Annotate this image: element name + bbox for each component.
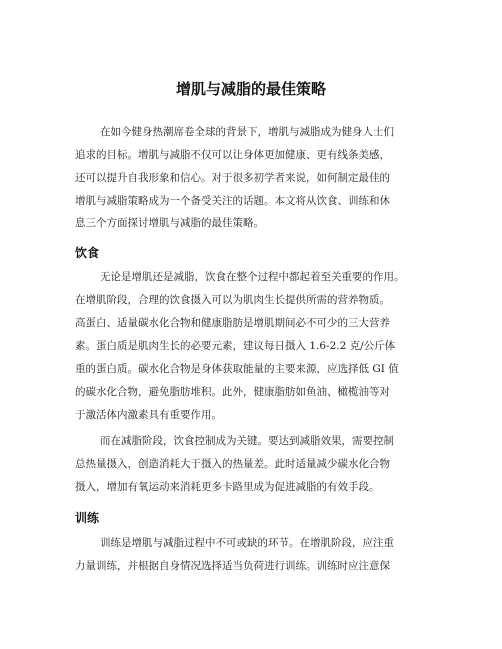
diet-p1-line-5: 重的蛋白质。碳水化合物是身体获取能量的主要来源，应选择低 GI 值 — [75, 363, 399, 375]
training-p1-line-2: 力量训练，并根据自身情况选择适当负荷进行训练。训练时应注意保 — [75, 560, 390, 572]
diet-p1-line-2: 在增肌阶段，合理的饮食摄入可以为肌肉生长提供所需的营养物质。 — [75, 294, 390, 306]
intro-line-2: 追求的目标。增肌与减脂不仅可以让身体更加健康、更有线条美感， — [75, 149, 390, 161]
diet-p1-line-3: 高蛋白、适量碳水化合物和健康脂肪是增肌期间必不可少的三大营养 — [75, 317, 390, 329]
intro-line-3: 还可以提升自我形象和信心。对于很多初学者来说，如何制定最佳的 — [75, 172, 390, 184]
diet-p2-line-3: 摄入，增加有氧运动来消耗更多卡路里成为促进减脂的有效手段。 — [75, 481, 380, 493]
intro-line-4: 增肌与减脂策略成为一个备受关注的话题。本文将从饮食、训练和休 — [75, 195, 390, 207]
diet-p2-line-2: 总热量摄入，创造消耗大于摄入的热量差。此时适量减少碳水化合物 — [75, 458, 390, 470]
diet-p2-line-1: 而在减脂阶段，饮食控制成为关键。要达到减脂效果，需要控制 — [100, 435, 394, 447]
section-heading-training: 训练 — [75, 511, 100, 525]
diet-p1-line-1: 无论是增肌还是减脂，饮食在整个过程中都起着至关重要的作用。 — [100, 271, 405, 283]
intro-line-1: 在如今健身热潮席卷全球的背景下，增肌与减脂成为健身人士们 — [100, 126, 394, 138]
diet-p1-line-4: 素。蛋白质是肌肉生长的必要元素，建议每日摄入 1.6-2.2 克/公斤体 — [75, 340, 396, 352]
diet-p1-line-7: 于激活体内激素具有重要作用。 — [75, 409, 222, 421]
section-heading-diet: 饮食 — [75, 246, 100, 260]
intro-line-5: 息三个方面探讨增肌与减脂的最佳策略。 — [75, 217, 264, 229]
training-p1-line-1: 训练是增肌与减脂过程中不可或缺的环节。在增肌阶段，应注重 — [100, 537, 394, 549]
diet-p1-line-6: 的碳水化合物，避免脂肪堆积。此外，健康脂肪如鱼油、橄榄油等对 — [75, 386, 390, 398]
document-title: 增肌与减脂的最佳策略 — [175, 80, 326, 98]
